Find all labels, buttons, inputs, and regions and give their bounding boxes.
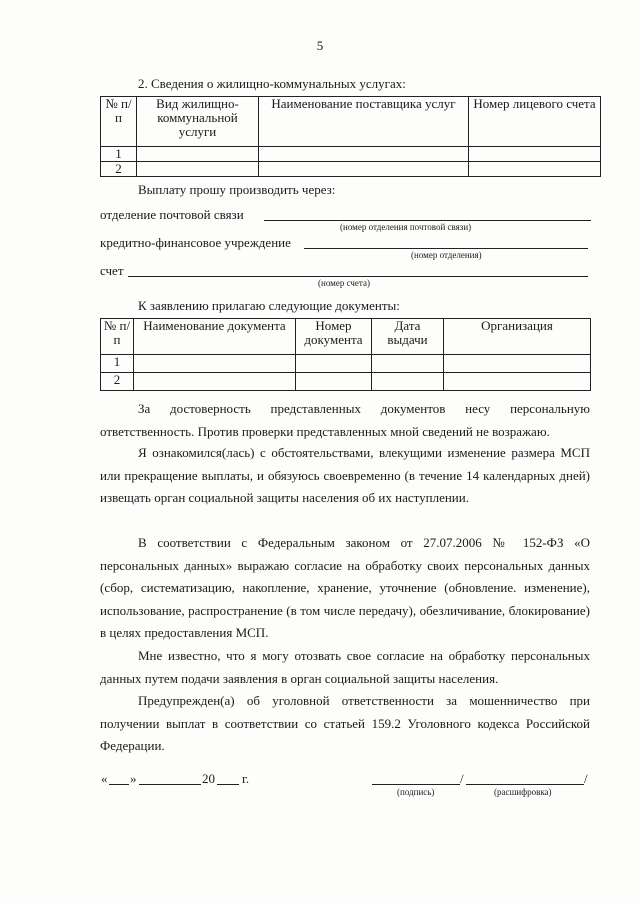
- col-header-account: Номер лицевого счета: [469, 97, 601, 147]
- payment-intro: Выплату прошу производить через:: [138, 182, 336, 197]
- documents-table: [100, 318, 591, 391]
- col-header-document-number: Номер документа: [296, 319, 372, 355]
- col-header-provider: Наименование поставщика услуг: [259, 97, 469, 147]
- bank-field[interactable]: [304, 248, 588, 249]
- page-number: 5: [316, 38, 324, 53]
- date-month-field[interactable]: [139, 784, 201, 785]
- cell-document-name[interactable]: [134, 373, 296, 391]
- row-number: 1: [101, 355, 134, 373]
- paragraph-fraud-warning: [100, 690, 590, 758]
- cell-document-number[interactable]: [296, 355, 372, 373]
- paragraph-acknowledgement-text: Я ознакомился(лась) с обстоятельствами, влекущими изменение размера МСП или прекращение выплаты, и обязуюсь своевременно (в течение 14 календарных дней) извещать орган социальной защиты населения об их наступлении.: [100, 445, 590, 505]
- date-open-quote: «: [101, 771, 108, 786]
- col-header-document-name: Наименование документа: [134, 319, 296, 355]
- col-header-issue-date: Дата выдачи: [372, 319, 444, 355]
- account-hint: (номер счета): [318, 278, 370, 288]
- signature-hint: (подпись): [397, 787, 435, 797]
- date-year-suffix: г.: [242, 771, 250, 786]
- row-number: 2: [101, 162, 137, 177]
- table-row: [101, 147, 601, 162]
- table-header-row: [101, 97, 601, 147]
- row-number: 1: [101, 147, 137, 162]
- date-day-field[interactable]: [109, 784, 129, 785]
- paragraph-personal-data-consent-text: В соответствии с Федеральным законом от 27.07.2006 № 152-ФЗ «О персональных данных» выражаю согласие на обработку своих персональных данных (сбор, систематизацию, накопление, хранение, уточнение (обновление. изменение), использование, распространение (в том числе передачу), обезличивание, блокирование) в целях предоставления МСП.: [100, 535, 590, 640]
- col-header-service-type: Вид жилищно-коммунальной услуги: [137, 97, 259, 147]
- table-row: [101, 355, 591, 373]
- date-year-field[interactable]: [217, 784, 239, 785]
- cell-issue-date[interactable]: [372, 355, 444, 373]
- signature-field[interactable]: [372, 784, 460, 785]
- paragraph-consent-revocation-text: Мне известно, что я могу отозвать свое согласие на обработку персональных данных путем подачи заявления в орган социальной защиты населения.: [100, 648, 590, 686]
- row-number: 2: [101, 373, 134, 391]
- decoding-hint: (расшифровка): [494, 787, 552, 797]
- post-office-field[interactable]: [264, 220, 591, 221]
- cell-organization[interactable]: [444, 373, 591, 391]
- decoding-slash: /: [584, 771, 588, 786]
- section-title-housing: 2. Сведения о жилищно-коммунальных услугах:: [138, 76, 406, 91]
- paragraph-authenticity-text: За достоверность представленных документов несу персональную ответственность. Против проверки представленных мной сведений не возражаю.: [100, 401, 590, 439]
- paragraph-personal-data-consent: [100, 532, 590, 645]
- paragraph-consent-revocation: [100, 645, 590, 690]
- paragraph-acknowledgement: [100, 442, 590, 510]
- cell-service-type[interactable]: [137, 147, 259, 162]
- documents-intro: К заявлению прилагаю следующие документы:: [138, 298, 400, 313]
- cell-account[interactable]: [469, 147, 601, 162]
- cell-service-type[interactable]: [137, 162, 259, 177]
- post-office-label: отделение почтовой связи: [100, 207, 244, 222]
- cell-document-name[interactable]: [134, 355, 296, 373]
- bank-hint: (номер отделения): [411, 250, 482, 260]
- col-header-number: № п/п: [101, 319, 134, 355]
- table-row: [101, 162, 601, 177]
- cell-organization[interactable]: [444, 355, 591, 373]
- paragraph-authenticity: [100, 398, 590, 443]
- account-field[interactable]: [128, 276, 588, 277]
- signature-slash: /: [460, 771, 464, 786]
- table-row: [101, 373, 591, 391]
- cell-issue-date[interactable]: [372, 373, 444, 391]
- date-close-quote: »: [130, 771, 137, 786]
- date-year-prefix: 20: [202, 771, 215, 786]
- cell-provider[interactable]: [259, 162, 469, 177]
- cell-account[interactable]: [469, 162, 601, 177]
- account-label: счет: [100, 263, 124, 278]
- cell-provider[interactable]: [259, 147, 469, 162]
- decoding-field[interactable]: [466, 784, 584, 785]
- cell-document-number[interactable]: [296, 373, 372, 391]
- col-header-number: № п/п: [101, 97, 137, 147]
- paragraph-fraud-warning-text: Предупрежден(а) об уголовной ответственности за мошенничество при получении выплат в соответствии со статьей 159.2 Уголовного кодекса Российской Федерации.: [100, 693, 590, 753]
- post-office-hint: (номер отделения почтовой связи): [340, 222, 472, 232]
- table-header-row: [101, 319, 591, 355]
- col-header-organization: Организация: [444, 319, 591, 355]
- bank-label: кредитно-финансовое учреждение: [100, 235, 291, 250]
- housing-services-table: [100, 96, 601, 177]
